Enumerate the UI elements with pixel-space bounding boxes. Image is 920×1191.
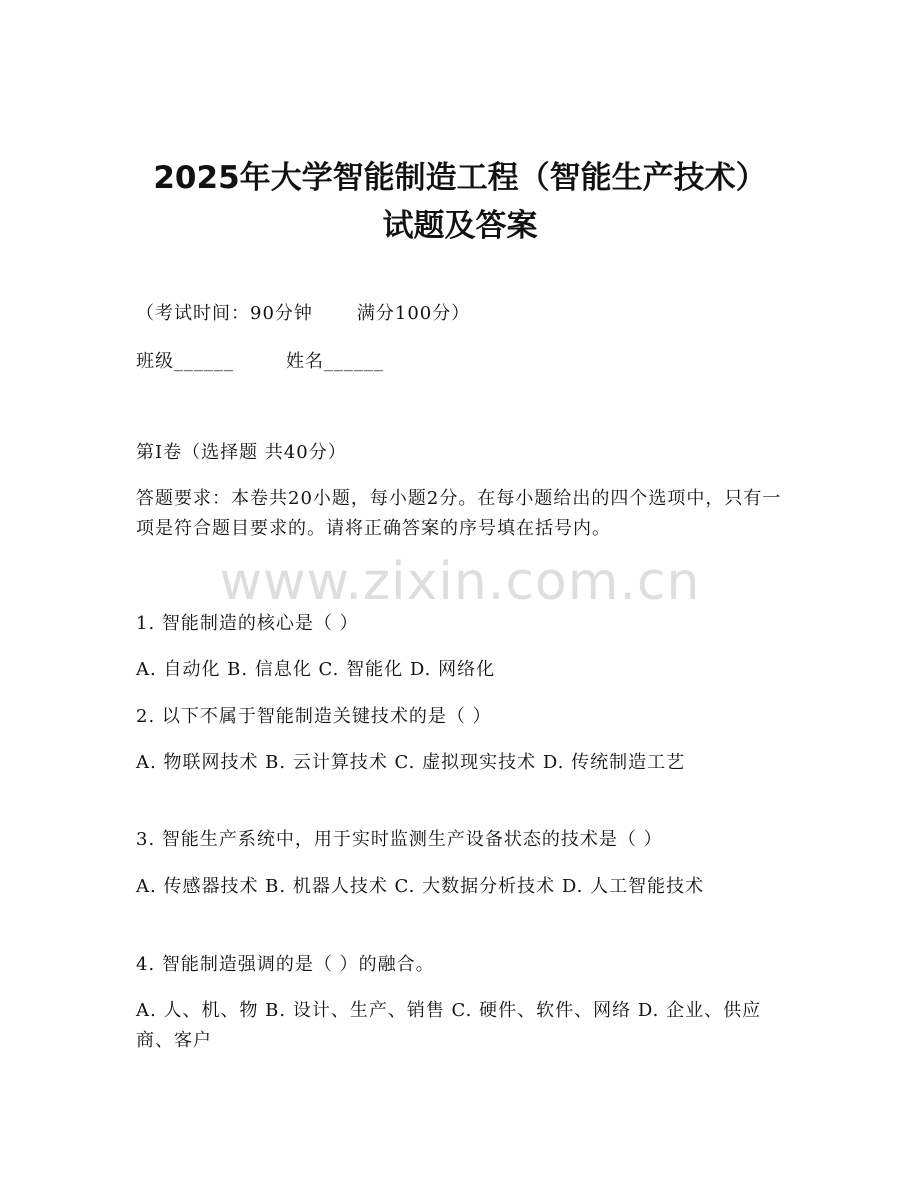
question-2-options: A. 物联网技术 B. 云计算技术 C. 虚拟现实技术 D. 传统制造工艺 <box>136 752 686 773</box>
exam-full-score: 满分100分） <box>356 303 471 324</box>
question-4-stem: 4. 智能制造强调的是（ ）的融合。 <box>136 954 435 975</box>
question-3-stem: 3. 智能生产系统中，用于实时监测生产设备状态的技术是（ ） <box>136 829 663 850</box>
document-title-line2: 试题及答案 <box>382 208 538 244</box>
question-1-stem: 1. 智能制造的核心是（ ） <box>136 613 359 634</box>
exam-time: （考试时间：90分钟 <box>136 303 313 324</box>
question-4-options: A. 人、机、物 B. 设计、生产、销售 C. 硬件、软件、网络 D. 企业、供应商、客户 <box>136 1000 762 1051</box>
question-3-options: A. 传感器技术 B. 机器人技术 C. 大数据分析技术 D. 人工智能技术 <box>136 876 705 897</box>
name-field-label: 姓名______ <box>286 351 384 372</box>
watermark: www.zixin.com.cn <box>219 552 701 612</box>
question-2-stem: 2. 以下不属于智能制造关键技术的是（ ） <box>136 706 492 727</box>
class-field-label: 班级______ <box>136 351 234 372</box>
exam-info <box>136 302 470 326</box>
student-info <box>136 350 384 374</box>
document-title-line1: 2025年大学智能制造工程（智能生产技术） <box>153 160 767 196</box>
question-1-options: A. 自动化 B. 信息化 C. 智能化 D. 网络化 <box>136 659 496 680</box>
instructions: 答题要求：本卷共20小题，每小题2分。在每小题给出的四个选项中，只有一项是符合题目要求的。请将正确答案的序号填在括号内。 <box>136 488 782 539</box>
section-title: 第I卷（选择题 共40分） <box>136 442 347 463</box>
